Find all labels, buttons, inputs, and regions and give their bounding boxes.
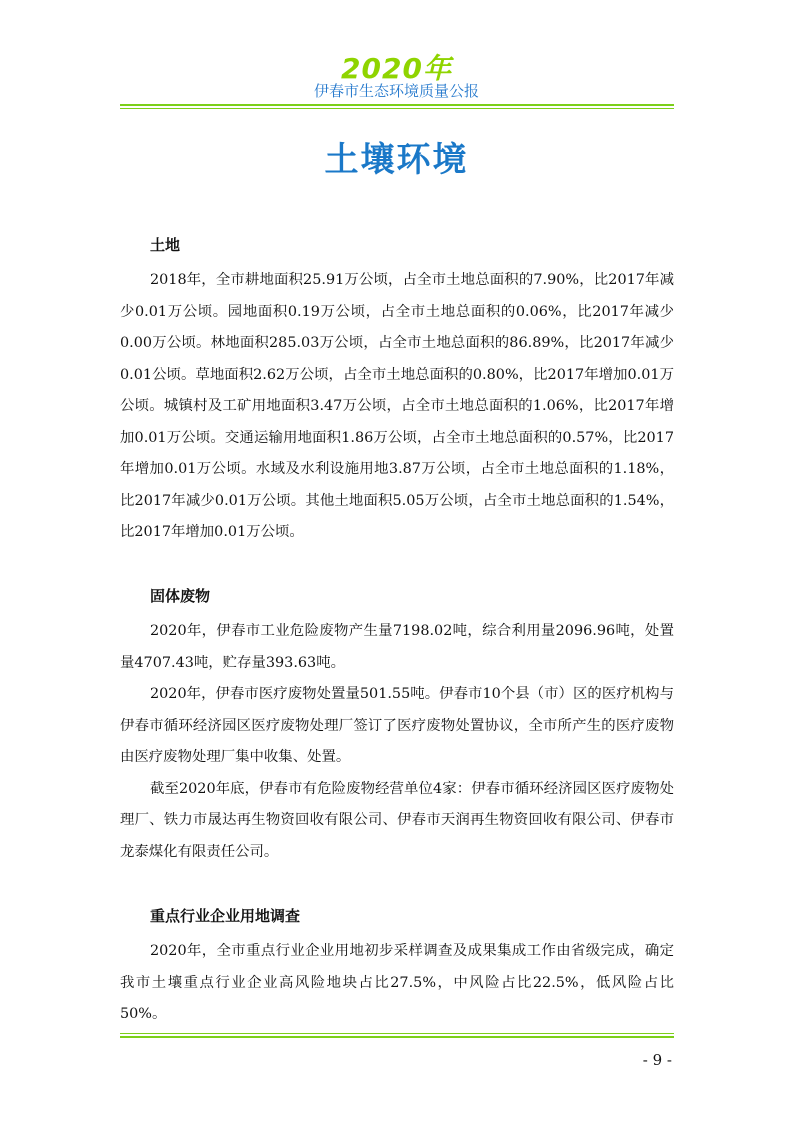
- paragraph: 截至2020年底，伊春市有危险废物经营单位4家：伊春市循环经济园区医疗废物处理厂、铁力市晟达再生物资回收有限公司、伊春市天润再生物资回收有限公司、伊春市龙泰煤化有限责任公司。: [120, 780, 674, 860]
- paragraph: 2020年，伊春市医疗废物处置量501.55吨。伊春市10个县（市）区的医疗机构与伊春市循环经济园区医疗废物处理厂签订了医疗废物处置协议，全市所产生的医疗废物由医疗废物处理厂集中收集、处置。: [120, 686, 674, 765]
- paragraph: 2020年，全市重点行业企业用地初步采样调查及成果集成工作由省级完成，确定我市土壤重点行业企业高风险地块占比27.5%，中风险占比22.5%，低风险占比50%。: [120, 943, 674, 1022]
- footer-rule-thin: [120, 1033, 674, 1034]
- section-heading: 土地: [150, 236, 181, 254]
- header-subtitle: 伊春市生态环境质量公报: [313, 82, 479, 100]
- section-heading: 固体废物: [150, 587, 211, 605]
- section-key-industry-survey: [120, 906, 674, 1031]
- header-year-title: 2020年: [341, 52, 452, 85]
- section-heading: 重点行业企业用地调查: [150, 907, 301, 925]
- section-solid-waste: [120, 586, 674, 868]
- page-title: 土壤环境: [324, 140, 469, 180]
- section-land: [120, 235, 674, 549]
- page-number: - 9 -: [642, 1051, 672, 1069]
- paragraph: 2018年，全市耕地面积25.91万公顷，占全市土地总面积的7.90%，比2017年减少0.01万公顷。园地面积0.19万公顷，占全市土地总面积的0.06%，比2017年减少0.00万公顷。林地面积285.03万公顷，占全市土地总面积的86.89%，比2017年减少0.01公顷。草地面积2.62万公顷，占全市土地总面积的0.80%，比2017年增加0.01万公顷。城镇村及工矿用地面积3.47万公顷，占全市土地总面积的1.06%，比2017年增加0.01万公顷。交通运输用地面积1.86万公顷，占全市土地总面积的0.57%，比2017年增加0.01万公顷。水域及水利设施用地3.87万公顷，占全市土地总面积的1.18%，比2017年减少0.01万公顷。其他土地面积5.05万公顷，占全市土地总面积的1.54%，比2017年增加0.01万公顷。: [120, 272, 674, 540]
- footer-rule-thick: [120, 1036, 674, 1038]
- paragraph: 2020年，伊春市工业危险废物产生量7198.02吨，综合利用量2096.96吨，处置量4707.43吨，贮存量393.63吨。: [120, 623, 674, 671]
- header-rule-thick: [120, 104, 674, 106]
- header-rule-thin: [120, 108, 674, 109]
